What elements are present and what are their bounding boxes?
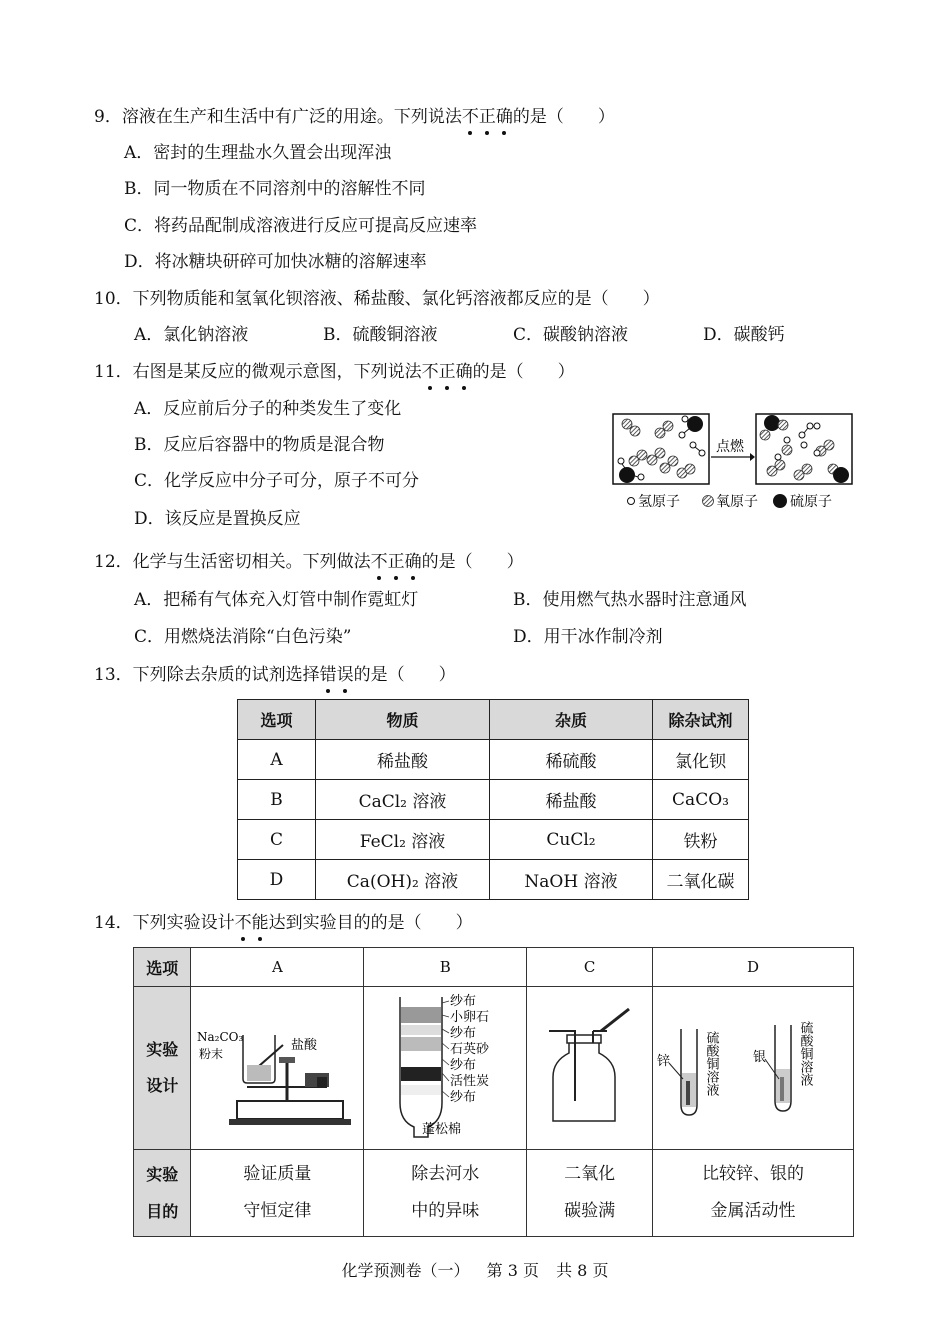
table-header-row — [238, 700, 749, 740]
table-cell: CaCl₂ 溶液 — [316, 780, 490, 820]
table-cell: 稀盐酸 — [316, 740, 490, 780]
table-cell: A — [238, 740, 316, 780]
footer-page: 第 3 页 — [486, 1261, 539, 1280]
table-cell: NaOH 溶液 — [490, 860, 653, 900]
q12-option-a: A．把稀有气体充入灯管中制作霓虹灯 — [134, 590, 419, 610]
table-cell: CuCl₂ — [490, 820, 653, 860]
q10-option-c: C．碳酸钠溶液 — [513, 325, 629, 345]
table-header: 选项 — [134, 948, 191, 987]
impurity-removal-table — [237, 699, 749, 900]
legend-sulfur: 硫原子 — [790, 494, 832, 510]
purpose-label: 实验 目的 — [134, 1150, 191, 1237]
table-cell: B — [238, 780, 316, 820]
q10-stem: 10．下列物质能和氢氧化钡溶液、稀盐酸、氯化钙溶液都反应的是（ ） — [94, 289, 660, 309]
table-row — [134, 1150, 854, 1237]
svg-text:小卵石: 小卵石 — [450, 1009, 490, 1025]
table-header-row — [134, 948, 854, 987]
svg-text:锌: 锌 — [657, 1053, 671, 1069]
purpose-a: 验证质量 守恒定律 — [191, 1150, 364, 1237]
q11-option-d: D．该反应是置换反应 — [134, 509, 301, 529]
svg-text:硫酸铜溶液: 硫酸铜溶液 — [797, 1020, 813, 1086]
svg-text:粉末: 粉末 — [199, 1046, 224, 1061]
q11-stem: 11．右图是某反应的微观示意图，下列说法不正确的是（ ） — [94, 357, 575, 382]
legend-oxygen: 氧原子 — [716, 494, 758, 510]
q14-stem: 14．下列实验设计不能达到实验目的的是（ ） — [94, 908, 473, 933]
q12-option-d: D．用干冰作制冷剂 — [513, 627, 663, 647]
table-cell: 稀硫酸 — [490, 740, 653, 780]
test-tubes-image — [653, 1001, 853, 1131]
q12-stem: 12．化学与生活密切相关。下列做法不正确的是（ ） — [94, 547, 524, 572]
svg-text:Na₂CO₃: Na₂CO₃ — [197, 1029, 244, 1044]
page-footer — [0, 1258, 950, 1281]
footer-total: 共 8 页 — [556, 1261, 609, 1280]
q11-option-b: B．反应后容器中的物质是混合物 — [134, 435, 385, 455]
column-a-header: A — [191, 948, 364, 987]
q10-option-d: D．碳酸钙 — [703, 325, 785, 345]
table-row — [238, 820, 749, 860]
table-cell: Ca(OH)₂ 溶液 — [316, 860, 490, 900]
q9-stem: 9．溶液在生产和生活中有广泛的用途。下列说法不正确的是（ ） — [94, 102, 615, 127]
table-cell: 稀盐酸 — [490, 780, 653, 820]
balance-apparatus-image — [193, 1001, 361, 1131]
purpose-d: 比较锌、银的 金属活动性 — [653, 1150, 854, 1237]
q12-option-b: B．使用燃气热水器时注意通风 — [513, 590, 747, 610]
experiment-b-cell — [364, 987, 527, 1150]
experiment-a-cell — [191, 987, 364, 1150]
q13-stem: 13．下列除去杂质的试剂选择错误的是（ ） — [94, 660, 456, 685]
svg-text:硫酸铜溶液: 硫酸铜溶液 — [703, 1030, 719, 1096]
column-c-header: C — [527, 948, 653, 987]
water-filter-image — [370, 991, 520, 1141]
svg-text:盐酸: 盐酸 — [291, 1037, 318, 1053]
column-d-header: D — [653, 948, 854, 987]
table-cell: FeCl₂ 溶液 — [316, 820, 490, 860]
table-cell: C — [238, 820, 316, 860]
arrow-label: 点燃 — [716, 439, 744, 455]
table-cell: 二氧化碳 — [653, 860, 749, 900]
reaction-microscopic-diagram — [612, 413, 872, 513]
svg-text:石英砂: 石英砂 — [450, 1041, 490, 1057]
q9-option-d: D．将冰糖块研碎可加快冰糖的溶解速率 — [124, 252, 427, 272]
table-row — [238, 780, 749, 820]
legend-hydrogen: 氢原子 — [638, 494, 680, 510]
q11-option-c: C．化学反应中分子可分，原子不可分 — [134, 471, 420, 491]
q9-option-b: B．同一物质在不同溶剂中的溶解性不同 — [124, 179, 426, 199]
column-b-header: B — [364, 948, 527, 987]
table-header: 物质 — [316, 700, 490, 740]
experiment-design-table — [133, 947, 854, 1237]
footer-title: 化学预测卷（一） — [341, 1261, 470, 1280]
q9-option-c: C．将药品配制成溶液进行反应可提高反应速率 — [124, 216, 478, 236]
table-header: 杂质 — [490, 700, 653, 740]
purpose-b: 除去河水 中的异味 — [364, 1150, 527, 1237]
experiment-d-cell — [653, 987, 854, 1150]
table-row — [238, 740, 749, 780]
q10-option-a: A．氯化钠溶液 — [134, 325, 249, 345]
table-row — [134, 987, 854, 1150]
experiment-c-cell — [527, 987, 653, 1150]
table-cell: 铁粉 — [653, 820, 749, 860]
design-label: 实验 设计 — [134, 987, 191, 1150]
q9-option-a: A．密封的生理盐水久置会出现浑浊 — [124, 143, 392, 163]
svg-text:银: 银 — [753, 1049, 767, 1065]
table-row — [238, 860, 749, 900]
gas-bottle-image — [535, 1001, 645, 1131]
purpose-c: 二氧化 碳验满 — [527, 1150, 653, 1237]
svg-text:纱布: 纱布 — [450, 1025, 477, 1041]
svg-text:纱布: 纱布 — [450, 1089, 477, 1105]
svg-text:活性炭: 活性炭 — [450, 1073, 490, 1089]
q12-option-c: C．用燃烧法消除“白色污染” — [134, 627, 352, 647]
svg-text:纱布: 纱布 — [450, 993, 477, 1009]
table-header: 除杂试剂 — [653, 700, 749, 740]
table-header: 选项 — [238, 700, 316, 740]
table-cell: D — [238, 860, 316, 900]
q11-option-a: A．反应前后分子的种类发生了变化 — [134, 399, 402, 419]
svg-text:纱布: 纱布 — [450, 1057, 477, 1073]
table-cell: CaCO₃ — [653, 780, 749, 820]
q10-option-b: B．硫酸铜溶液 — [323, 325, 438, 345]
svg-text:蓬松棉: 蓬松棉 — [422, 1121, 462, 1137]
table-cell: 氯化钡 — [653, 740, 749, 780]
